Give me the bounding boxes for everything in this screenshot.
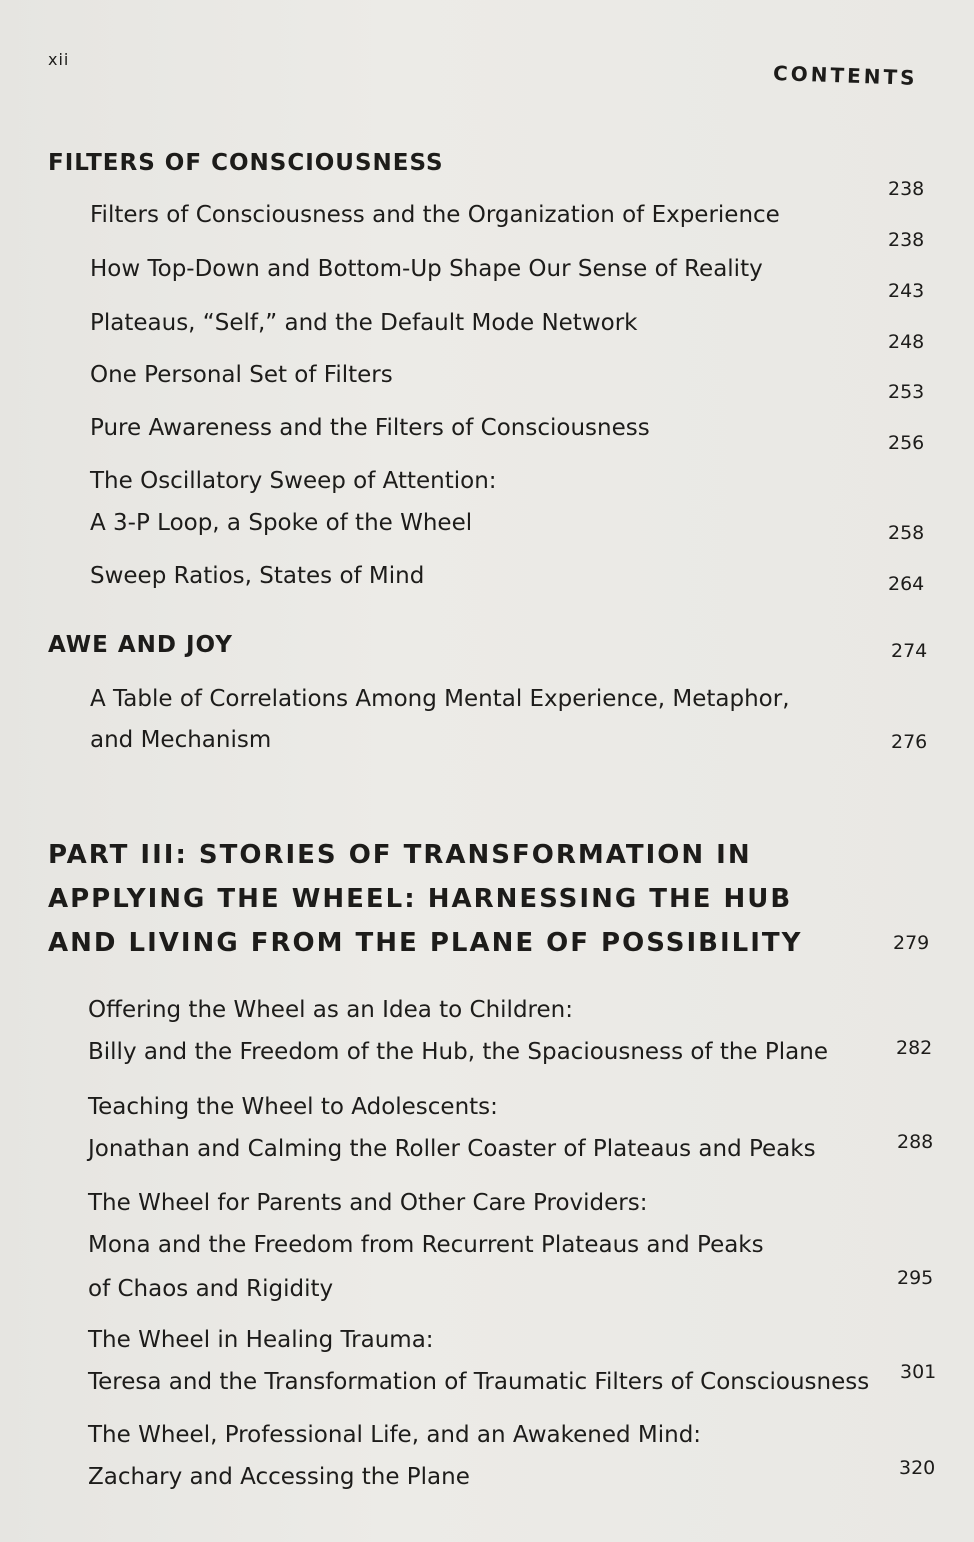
- toc-entry-line: and Mechanism: [90, 727, 272, 753]
- toc-entry-page: 248: [888, 331, 925, 353]
- part-title-line: APPLYING THE WHEEL: HARNESSING THE HUB: [48, 884, 793, 914]
- part-title-line: PART III: STORIES OF TRANSFORMATION IN: [48, 840, 752, 870]
- toc-entry-page: 243: [888, 280, 925, 302]
- section-page: 274: [891, 640, 928, 662]
- toc-entry-page: 301: [900, 1361, 937, 1383]
- toc-entry-page: 256: [888, 432, 925, 454]
- toc-entry-line: Pure Awareness and the Filters of Consciousness: [90, 415, 650, 441]
- section-title: FILTERS OF CONSCIOUSNESS: [48, 150, 444, 176]
- section-page: 238: [888, 178, 925, 200]
- toc-entry-page: 264: [888, 573, 925, 595]
- toc-entry-page: 288: [897, 1131, 934, 1153]
- toc-entry-line: Jonathan and Calming the Roller Coaster of Plateaus and Peaks: [88, 1136, 816, 1162]
- toc-entry-line: The Wheel in Healing Trauma:: [88, 1327, 434, 1353]
- toc-entry-line: The Wheel, Professional Life, and an Awakened Mind:: [88, 1422, 702, 1448]
- toc-entry-line: A 3-P Loop, a Spoke of the Wheel: [90, 510, 473, 536]
- running-head: CONTENTS: [773, 60, 919, 90]
- toc-entry-page: 258: [888, 522, 925, 544]
- toc-entry-line: A Table of Correlations Among Mental Experience, Metaphor,: [90, 686, 790, 712]
- part-title-line: AND LIVING FROM THE PLANE OF POSSIBILITY: [48, 928, 803, 958]
- toc-entry-line: Offering the Wheel as an Idea to Children:: [88, 997, 573, 1023]
- toc-entry-line: Sweep Ratios, States of Mind: [90, 563, 425, 589]
- toc-entry-line: Plateaus, “Self,” and the Default Mode Network: [90, 310, 638, 336]
- toc-entry-page: 276: [891, 731, 928, 753]
- toc-entry-page: 295: [897, 1267, 934, 1289]
- toc-entry-line: of Chaos and Rigidity: [88, 1276, 334, 1302]
- toc-entry-line: Billy and the Freedom of the Hub, the Spaciousness of the Plane: [88, 1039, 828, 1065]
- toc-entry-line: Mona and the Freedom from Recurrent Plateaus and Peaks: [88, 1232, 764, 1258]
- toc-entry-line: Zachary and Accessing the Plane: [88, 1464, 470, 1490]
- toc-entry-line: Teaching the Wheel to Adolescents:: [88, 1094, 498, 1120]
- toc-entry-line: One Personal Set of Filters: [90, 362, 393, 388]
- toc-entry-line: The Oscillatory Sweep of Attention:: [90, 468, 497, 494]
- toc-entry-line: The Wheel for Parents and Other Care Providers:: [88, 1190, 648, 1216]
- toc-entry-line: Filters of Consciousness and the Organization of Experience: [90, 202, 780, 228]
- toc-entry-page: 253: [888, 381, 925, 403]
- toc-entry-line: Teresa and the Transformation of Traumatic Filters of Consciousness: [88, 1369, 870, 1395]
- toc-entry-page: 238: [888, 229, 925, 251]
- page-number: xii: [48, 50, 70, 69]
- toc-entry-line: How Top-Down and Bottom-Up Shape Our Sense of Reality: [90, 256, 763, 282]
- section-title: AWE AND JOY: [48, 632, 233, 658]
- toc-entry-page: 320: [899, 1457, 936, 1479]
- part-page: 279: [893, 932, 930, 954]
- toc-entry-page: 282: [896, 1037, 933, 1059]
